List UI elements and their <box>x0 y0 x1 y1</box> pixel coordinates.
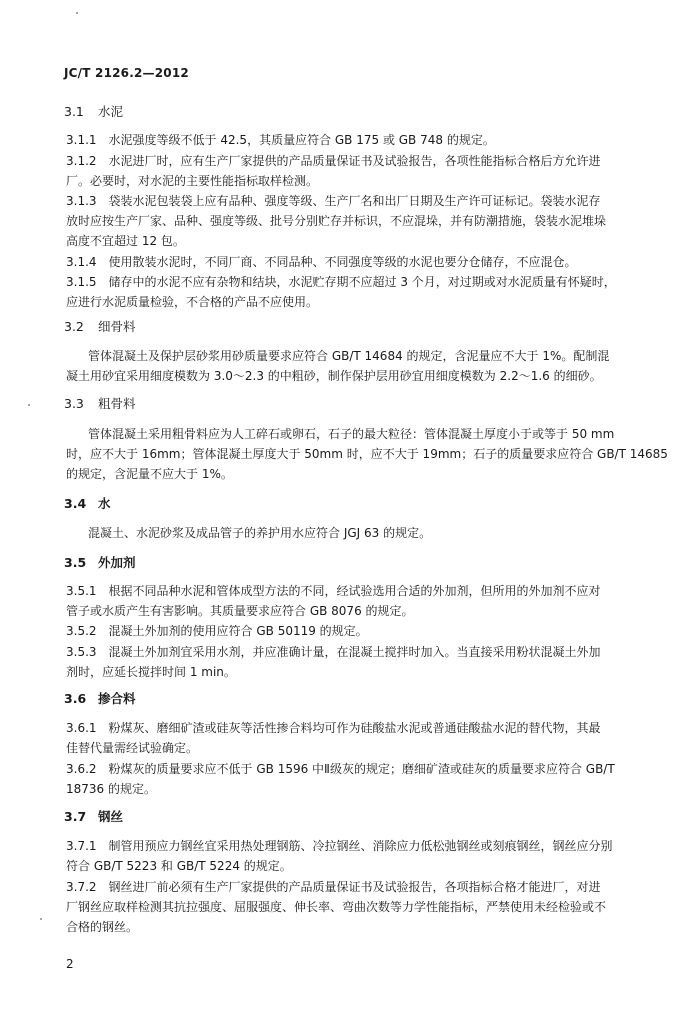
text-line: 佳替代量需经试验确定。 <box>66 741 199 755</box>
section-heading <box>64 810 123 824</box>
standard-number: JC/T 2126.2—2012 <box>64 66 189 80</box>
text-line: 管体混凝土采用粗骨料应为人工碎石或卵石，石子的最大粒径：管体混凝土厚度小于或等于 50 mm <box>88 427 615 441</box>
text-line: 3.5.1 根据不同品种水泥和管体成型方法的不同，经试验选用合适的外加剂，但所用的外加剂不应对 <box>66 584 601 598</box>
section-title: 掺合料 <box>98 691 136 706</box>
section-heading <box>64 556 136 570</box>
text-line: 的规定，含泥量不应大于 1%。 <box>66 467 233 481</box>
text-line: 高度不宜超过 12 包。 <box>66 234 185 248</box>
scan-speck <box>40 918 42 920</box>
section-heading <box>64 105 123 119</box>
text-line: 3.1.4 使用散装水泥时，不同厂商、不同品种、不同强度等级的水泥也要分仓储存，不应混仓。 <box>66 255 577 269</box>
section-heading <box>64 692 136 706</box>
text-line: 厂钢丝应取样检测其抗拉强度、屈服强度、伸长率、弯曲次数等力学性能指标，严禁使用未经检验或不 <box>66 900 607 914</box>
section-title: 水 <box>98 496 111 511</box>
text-line: 管子或水质产生有害影响。其质量要求应符合 GB 8076 的规定。 <box>66 604 414 618</box>
section-title: 钢丝 <box>98 809 124 824</box>
section-heading <box>64 320 136 334</box>
text-line: 混凝土、水泥砂浆及成品管子的养护用水应符合 JGJ 63 的规定。 <box>88 526 432 540</box>
text-line: 18736 的规定。 <box>66 782 156 796</box>
text-line: 放时应按生产厂家、品种、强度等级、批号分别贮存并标识，不应混垛，并有防潮措施，袋装水泥堆垛 <box>66 214 607 228</box>
text-line: 时，应不大于 16mm；管体混凝土厚度大于 50mm 时，应不大于 19mm；石子的质量要求应符合 GB/T 14685 <box>66 447 668 461</box>
text-line: 3.1.5 储存中的水泥不应有杂物和结块，水泥贮存期不应超过 3 个月，对过期或对水泥质量有怀疑时， <box>66 275 616 289</box>
text-line: 3.5.2 混凝土外加剂的使用应符合 GB 50119 的规定。 <box>66 624 368 638</box>
section-number: 3.1 <box>64 104 84 119</box>
section-number: 3.5 <box>64 555 87 570</box>
page-number: 2 <box>66 957 74 971</box>
section-title: 细骨料 <box>98 319 136 334</box>
section-title: 粗骨料 <box>98 396 136 411</box>
scan-speck <box>28 404 30 406</box>
section-number: 3.4 <box>64 496 87 511</box>
section-title: 外加剂 <box>98 555 136 570</box>
text-line: 3.7.1 制管用预应力钢丝宜采用热处理钢筋、冷拉钢丝、消除应力低松弛钢丝或刻痕钢丝，钢丝应分别 <box>66 839 613 853</box>
text-line: 3.6.1 粉煤灰、磨细矿渣或硅灰等活性掺合料均可作为硅酸盐水泥或普通硅酸盐水泥的替代物，其最 <box>66 721 601 735</box>
text-line: 凝土用砂宜采用细度模数为 3.0～2.3 的中粗砂，制作保护层用砂宜用细度模数为 2.2～1.6 的细砂。 <box>66 369 602 383</box>
text-line: 剂时，应延长搅拌时间 1 min。 <box>66 665 236 679</box>
text-line: 3.1.2 水泥进厂时，应有生产厂家提供的产品质量保证书及试验报告，各项性能指标合格后方允许进 <box>66 154 601 168</box>
text-line: 3.6.2 粉煤灰的质量要求应不低于 GB 1596 中Ⅱ级灰的规定；磨细矿渣或硅灰的质量要求应符合 GB/T <box>66 762 615 776</box>
text-line: 3.1.3 袋装水泥包装袋上应有品种、强度等级、生产厂名和出厂日期及生产许可证标记。袋装水泥存 <box>66 194 601 208</box>
text-line: 符合 GB/T 5223 和 GB/T 5224 的规定。 <box>66 859 292 873</box>
section-heading <box>64 397 136 411</box>
text-line: 3.7.2 钢丝进厂前必须有生产厂家提供的产品质量保证书及试验报告，各项指标合格才能进厂，对进 <box>66 880 601 894</box>
text-line: 合格的钢丝。 <box>66 920 139 934</box>
text-line: 管体混凝土及保护层砂浆用砂质量要求应符合 GB/T 14684 的规定，含泥量应不大于 1%。配制混 <box>88 349 610 363</box>
section-number: 3.2 <box>64 319 84 334</box>
text-line: 应进行水泥质量检验，不合格的产品不应使用。 <box>66 295 319 309</box>
section-heading <box>64 497 111 511</box>
text-line: 3.5.3 混凝土外加剂宜采用水剂，并应准确计量，在混凝土搅拌时加入。当直接采用粉状混凝土外加 <box>66 645 601 659</box>
section-number: 3.7 <box>64 809 87 824</box>
section-title: 水泥 <box>98 104 124 119</box>
text-line: 厂。必要时，对水泥的主要性能指标取样检测。 <box>66 174 319 188</box>
section-number: 3.6 <box>64 691 87 706</box>
section-number: 3.3 <box>64 396 84 411</box>
text-line: 3.1.1 水泥强度等级不低于 42.5，其质量应符合 GB 175 或 GB 748 的规定。 <box>66 133 495 147</box>
scan-speck <box>76 12 78 14</box>
